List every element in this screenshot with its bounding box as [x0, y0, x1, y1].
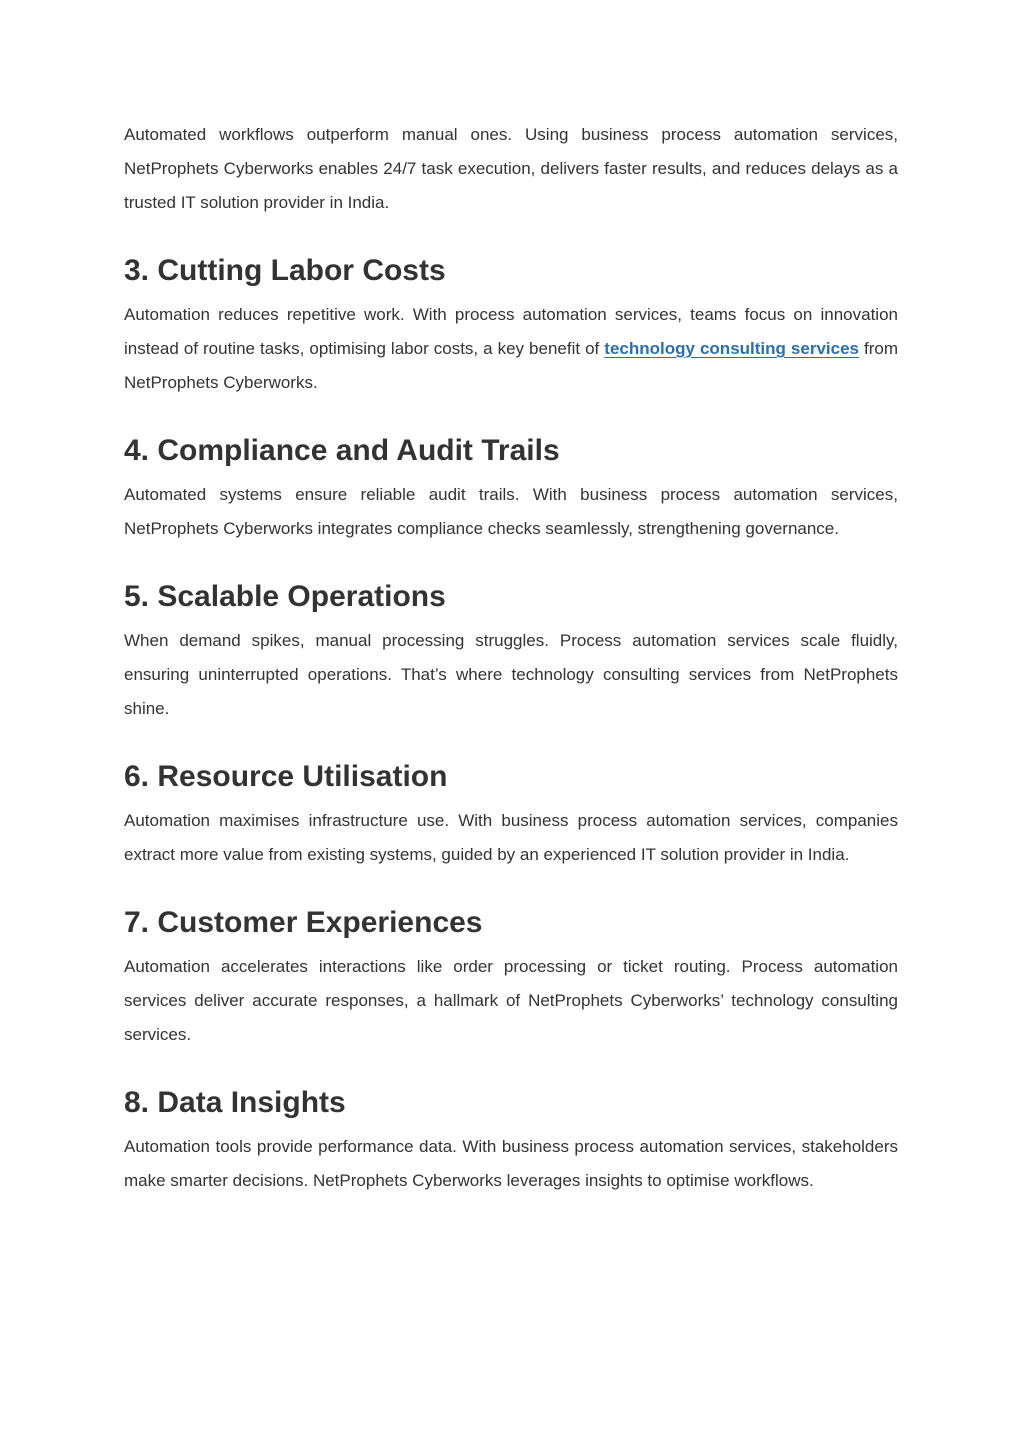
section-paragraph — [124, 298, 898, 400]
technology-consulting-services-link[interactable]: technology consulting services — [604, 339, 859, 358]
paragraph-text: from NetProphets Cyberworks. — [124, 339, 898, 392]
section-paragraph: Automation tools provide performance data. With business process automation services, stakeholders make smarter decisions. NetProphets Cyberworks leverages insights to optimise workflows. — [124, 1137, 898, 1190]
section-customer-experiences — [124, 898, 898, 1052]
section-heading: 6. Resource Utilisation — [124, 760, 448, 793]
section-paragraph: Automation accelerates interactions like order processing or ticket routing. Process automation services deliver accurate responses, a hallmark of NetProphets Cyberworks’ technology consulting services. — [124, 957, 898, 1044]
section-paragraph: Automation maximises infrastructure use. With business process automation services, companies extract more value from existing systems, guided by an experienced IT solution provider in India. — [124, 811, 898, 864]
intro-paragraph: Automated workflows outperform manual ones. Using business process automation services, NetProphets Cyberworks enables 24/7 task execution, delivers faster results, and reduces delays as a trusted IT solution provider in India. — [124, 125, 898, 212]
section-heading: 5. Scalable Operations — [124, 580, 446, 613]
document-page — [124, 118, 898, 1198]
section-resource-utilisation — [124, 752, 898, 872]
paragraph-text: Automation reduces repetitive work. With process automation services, teams focus on innovation instead of routine tasks, optimising labor costs, a key benefit of — [124, 305, 898, 358]
section-scalable-operations — [124, 572, 898, 726]
section-heading: 8. Data Insights — [124, 1086, 346, 1119]
section-paragraph: Automated systems ensure reliable audit trails. With business process automation services, NetProphets Cyberworks integrates compliance checks seamlessly, strengthening governance. — [124, 485, 898, 538]
section-paragraph: When demand spikes, manual processing struggles. Process automation services scale fluidly, ensuring uninterrupted operations. That’s where technology consulting services from NetProphets shine. — [124, 631, 898, 718]
section-heading: 3. Cutting Labor Costs — [124, 254, 446, 287]
section-cutting-labor-costs — [124, 246, 898, 400]
section-data-insights — [124, 1078, 898, 1198]
section-compliance-audit-trails — [124, 426, 898, 546]
section-heading: 4. Compliance and Audit Trails — [124, 434, 560, 467]
section-heading: 7. Customer Experiences — [124, 906, 483, 939]
